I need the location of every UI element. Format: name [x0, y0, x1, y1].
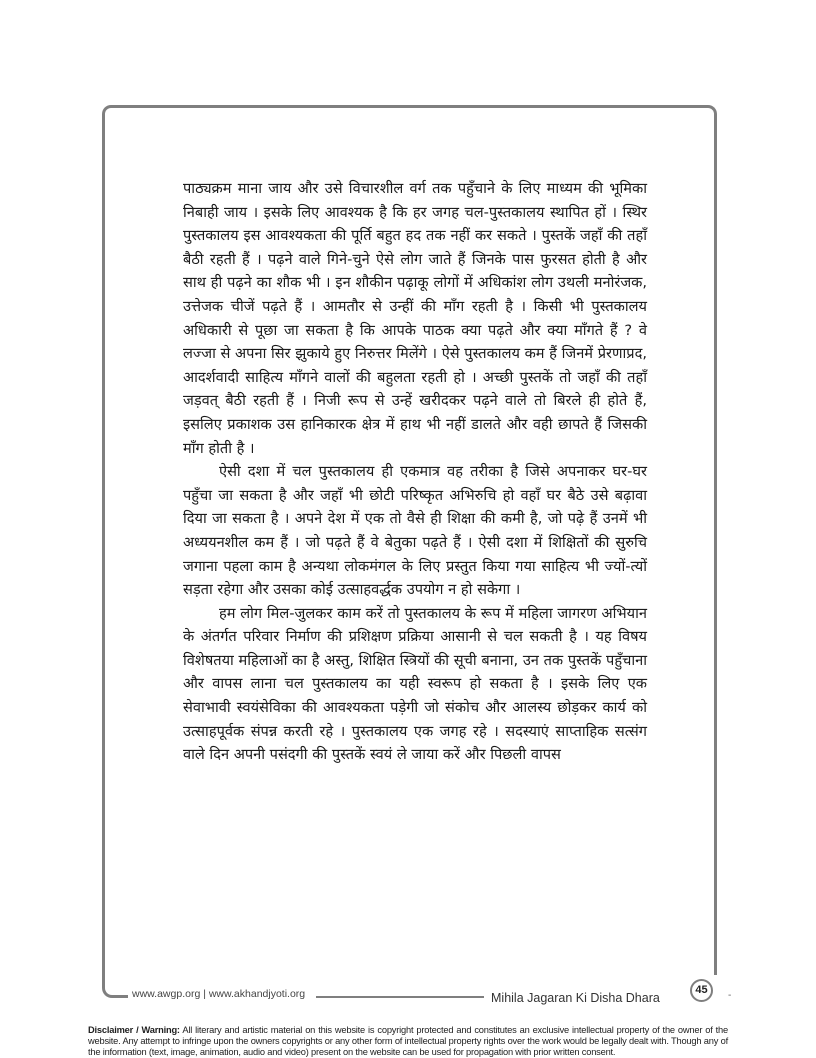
disclaimer-text: All literary and artistic material on this website is copyright protected and constitutes an exclusive intellectual property of the owner of the website. Any attempt to infringe upon the owners copyrights or any other form of intellectual property rights over the work would be legally dealt with. Though any of the information (text, image, animation, audio and video) present on the website can be used for propagation with prior written consent.	[88, 1025, 728, 1057]
footer-websites[interactable]: www.awgp.org | www.akhandjyoti.org	[132, 988, 306, 1000]
paragraph: पाठ्यक्रम माना जाय और उसे विचारशील वर्ग तक पहुँचाने के लिए माध्यम की भूमिका निबाही जाय । इसके लिए आवश्यक है कि हर जगह चल-पुस्तकालय स्थापित हों । स्थिर पुस्तकालय इस आवश्यकता की पूर्ति बहुत हद तक नहीं कर सकते । पुस्तकें जहाँ की तहाँ बैठी रहती हैं । पढ़ने वाले गिने-चुने ऐसे लोग जाते हैं जिनके पास फुरसत होती है और साथ ही पढ़ने का शौक भी । इन शौकीन पढ़ाकू लोगों में अधिकांश लोग उथली मनोरंजक, उत्तेजक चीजें पढ़ते हैं । आमतौर से उन्हीं की माँग रहती है । किसी भी पुस्तकालय अधिकारी से पूछा जा सकता है कि आपके पाठक क्या पढ़ते और क्या माँगते हैं ? वे लज्जा से अपना सिर झुकाये हुए निरुत्तर मिलेंगे । ऐसे पुस्तकालय कम हैं जिनमें प्रेरणाप्रद, आदर्शवादी साहित्य माँगने वालों की बहुलता रहती हो । अच्छी पुस्तकें तो जहाँ की तहाँ जड़वत् बैठी रहती हैं । निजी रूप से उन्हें खरीदकर पढ़ने वाले तो बिरले ही होते हैं, इसलिए प्रकाशक उस हानिकारक क्षेत्र में हाथ भी नहीं डालते और वही छापते हैं जिसकी माँग होती है ।	[183, 180, 647, 457]
footer-dash: -	[728, 990, 732, 1001]
disclaimer-label: Disclaimer / Warning:	[88, 1025, 180, 1035]
paragraph: ऐसी दशा में चल पुस्तकालय ही एकमात्र वह तरीका है जिसे अपनाकर घर-घर पहुँचा जा सकता है और जहाँ भी छोटी परिष्कृत अभिरुचि हो वहाँ घर बैठे उसे बढ़ावा दिया जा सकता है । अपने देश में एक तो वैसे ही शिक्षा की कमी है, जो पढ़े हैं उनमें भी अध्ययनशील कम हैं । जो पढ़ते हैं वे बेतुका पढ़ते हैं । ऐसी दशा में शिक्षितों की सुरुचि जगाना पहला काम है अन्यथा लोकमंगल के लिए प्रस्तुत किया गया साहित्य भी ज्यों-त्यों सड़ता रहेगा और उसका कोई उत्साहवर्द्धक उपयोग न हो सकेगा ।	[183, 463, 647, 599]
page-frame-top	[102, 105, 717, 145]
disclaimer	[88, 1025, 728, 1058]
footer-rule	[316, 996, 484, 998]
book-title: Mihila Jagaran Ki Disha Dhara	[491, 991, 660, 1005]
page-number: 45	[690, 979, 713, 1002]
page-frame-right	[714, 140, 717, 975]
page-body	[183, 177, 647, 767]
page-frame-left	[102, 140, 128, 998]
paragraph: हम लोग मिल-जुलकर काम करें तो पुस्तकालय के रूप में महिला जागरण अभियान के अंतर्गत परिवार निर्माण की प्रशिक्षण प्रक्रिया आसानी से चल सकती है । यह विषय विशेषतया महिलाओं का है अस्तु, शिक्षित स्त्रियों की सूची बनाना, उन तक पुस्तकें पहुँचाना और वापस लाना चल पुस्तकालय का यही स्वरूप हो सकता है । इसके लिए एक सेवाभावी स्वयंसेविका की आवश्यकता पड़ेगी जो संकोच और आलस्य छोड़कर कार्य को उत्साहपूर्वक संपन्न करती रहे । पुस्तकालय एक जगह रहे । सदस्याएं साप्ताहिक सत्संग वाले दिन अपनी पसंदगी की पुस्तकें स्वयं ले जाया करें और पिछली वापस	[183, 604, 647, 764]
